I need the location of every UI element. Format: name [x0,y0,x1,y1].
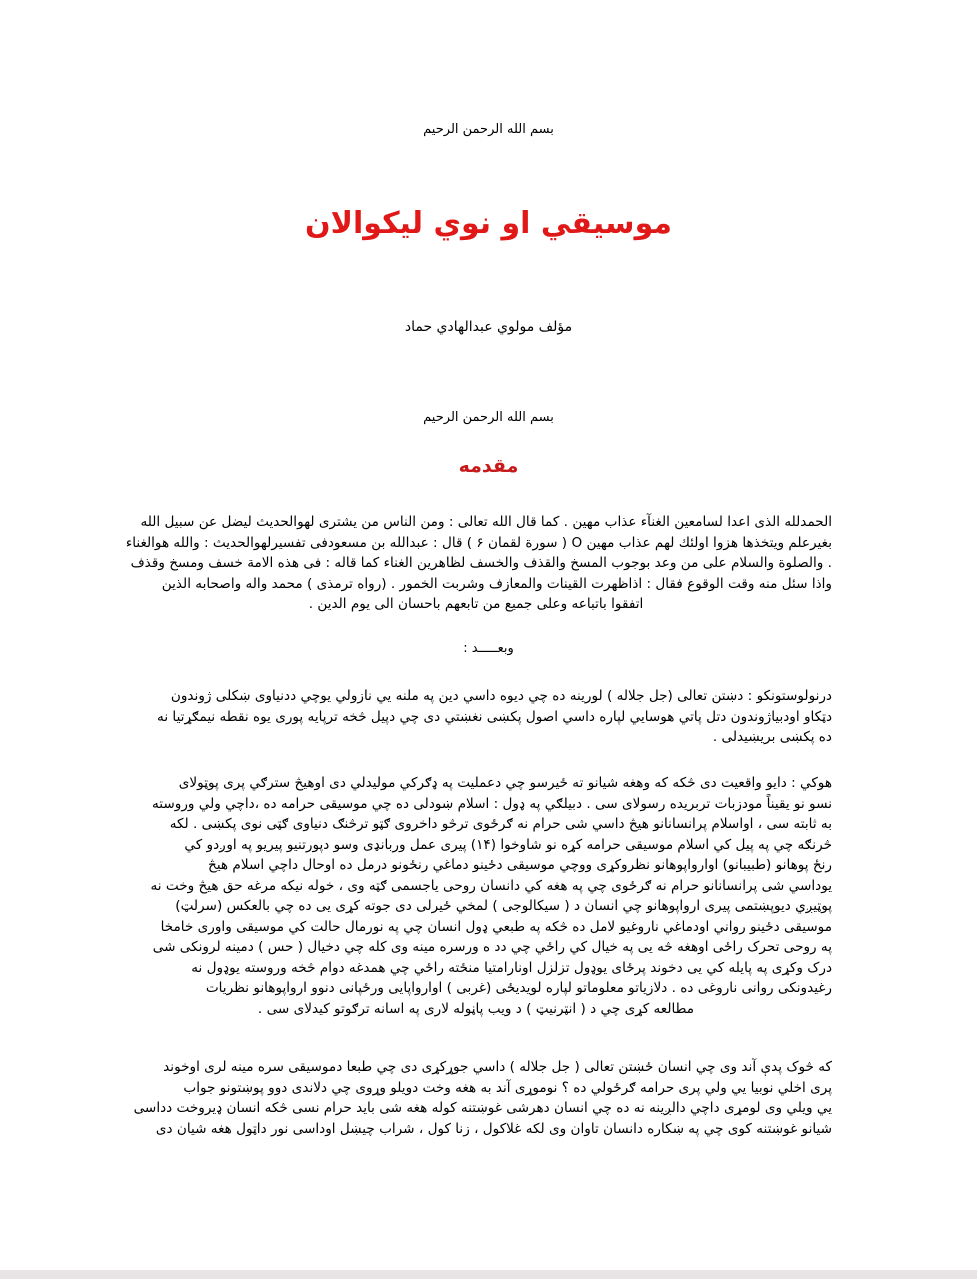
intro-paragraph [120,512,832,615]
paragraph-line: مطالعه کړى چي د ( انټرنيټ ) د ويب پاڼوله لارى په اسانه ترګوتو کيدلاى سى . [257,1000,695,1017]
paragraph-line: موسيقى دځينو رواني اودماغي ناروغيو لامل ده څکه په طبعي ډول انسان چي په نورمال حالت کي موسيقى واورى خامخا [160,918,832,935]
paragraph-line: يوداسي شى پرانسانانو حرام نه ګرځوى چي په هغه کي دانسان روحى ياجسمى ګټه وى ، خوله نيکه مرغه حق هيڅ وخت نه [150,877,832,894]
paragraph-line: شيانو غوښتنه کوى چي په ښکاره دانسان تاوان وى لکه غلاکول ، زنا کول ، شراب چيښل اوداسى نور داټول هغه شيان دى [155,1120,832,1137]
paragraph-line: که څوک پدې آند وى چي انسان ځښتن تعالى ( جل جلاله ) داسي جوړکړى دى چي طبعا دموسيقى سره مينه لرى اوخوند [163,1059,832,1075]
paragraph-2 [120,773,832,1019]
section-heading: مقدمه [458,455,519,477]
intro-line: بغيرعلم ويتخذها هزوا اولئك لهم عذاب مهين O ( سورة لقمان ۶ ) قال : عبدالله بن مسعودفى تفسيرلهوالحديث : والله هوالغناء [125,534,832,551]
intro-line: . والصلوة والسلام على من وعد بوجوب المسخ والقذف والخسف لظاهرين الغناء كما قاله : فى هذه الامة خسف ومسخ وقذف [130,555,832,571]
paragraph-line: درنولوستونکو : دښتن تعالى (جل جلاله ) لورينه ده چي ديوه داسي دين په ملنه يي نازولي يوچي ددنياوى ښکلى ژوندون [170,688,832,704]
paragraph-line: رنځ پوهانو (طبيبانو) اوارواپوهانو نظروکړى ووچي موسيقى دځينو دماغي رنځونو درمل ده اوحال داچي اسلام هيڅ [208,857,832,873]
paragraph-line: درک وکړى په پايله کي يى دخوند پرځاى يوډول تزلزل اونارامتيا منځته راځي چي همدغه دوام څخه وروسته يوډول نه [191,959,832,976]
paragraph-line: په روحى تحرک راځى اوهغه څه يى په خيال کي راځي چي دد ه ورسره مينه وى کله چي دخيال ( حس ) دمينه لرونکى شى [152,939,832,955]
paragraph-line: نسو نو يقيناً مودزبات تربريده رسولاى سى . دبيلګي په ډول : اسلام ښودلى ده چي موسيقى حرامه ده ،داچي ولي وروسته [151,795,832,812]
intro-line: اتفقوا باتباعه وعلى جميع من تابعهم باحسان الى يوم الدين . [308,596,644,612]
intro-line: واذا سئل منه وقت الوقوع فقال : اذاظهرت القينات والمعازف وشربت الخمور . (رواه ترمذى ) محمد واله واصحابه الذين [161,575,832,592]
paragraph-line: پوټيږي ديوپښتمى پيرى ارواپوهانو چي انسان د ( سيکالوجى ) لمخي ځيرلى دى جوته کړى يى ده چي بالعکس (سرلټ) [175,898,832,914]
paragraph-line: به ثابته سى ، اواسلام پرانسانانو هيڅ داسي شى حرام نه ګرځوى ترڅو داخروى ګټو ترڅنګ دنياوى ګټى نوى پکښى . لکه [169,816,832,832]
paragraph-line: رغيدونکى روانى ناروغى ده . دلازياتو معلوماتو لپاره لويديځى (غربى ) اوارواپايى ورځپانى دنوو ارواپوهانو نظريات [205,980,832,996]
paragraph-line: يي ويلي وى لومړى داچي دالږينه نه ده چي انسان دهرشى غوښتنه کوله هغه شى بايد حرام نسى څکه انسان ډيروخت دداسى [133,1100,832,1116]
paragraph-1 [120,686,832,748]
author-line: مؤلف مولوي عبدالهادي حماد [404,319,573,335]
page-title: موسيقي او نوي ليكوالان [305,206,672,241]
paragraph-line: پرى اخلي نوبيا يي ولي پرى حرامه ګرځولي ده ؟ نوموړى آند به هغه وخت دويلو وړوى چي دلاندى دوو پوښتونو جواب [183,1079,832,1096]
paragraph-3 [120,1057,832,1139]
paragraph-line: څرنګه چي په پيل کي اسلام موسيقى حرامه کړه نو شاوخوا (۱۴) پيرى عمل وربانډى وسو دپورتنيو پيريو په اوږدو کي [184,836,832,853]
paragraph-line: دټکاو اودبياژوندون دتل پاتي هوسايي لپاره داسي اصول پکښى نغښتي دى چي دپيل څخه ترپايه پورى يوه نقطه نيمګړتيا نه [157,708,832,725]
paragraph-line: هوکي : دايو واقعيت دى څکه که وهغه شيانو ته ځيرسو چي دعمليت په ډګرکي موليدلي دى اوهيڅ سترګي پرى پوټولاى [178,775,832,791]
paragraph-line: ده پکښى بريښيدلى . [712,729,832,745]
bismillah-top: بسم الله الرحمن الرحيم [423,122,554,137]
intro-line: الحمدلله الذى اعدا لسامعين الغنآء عذاب مهين . كما قال الله تعالى : ومن الناس من يشترى لهوالحديث ليضل عن سبيل الله [140,514,832,530]
wabad-line: وبعـــــد : [463,641,514,656]
page-bottom-edge [0,1270,977,1279]
bismillah-second: بسم الله الرحمن الرحيم [423,410,554,425]
